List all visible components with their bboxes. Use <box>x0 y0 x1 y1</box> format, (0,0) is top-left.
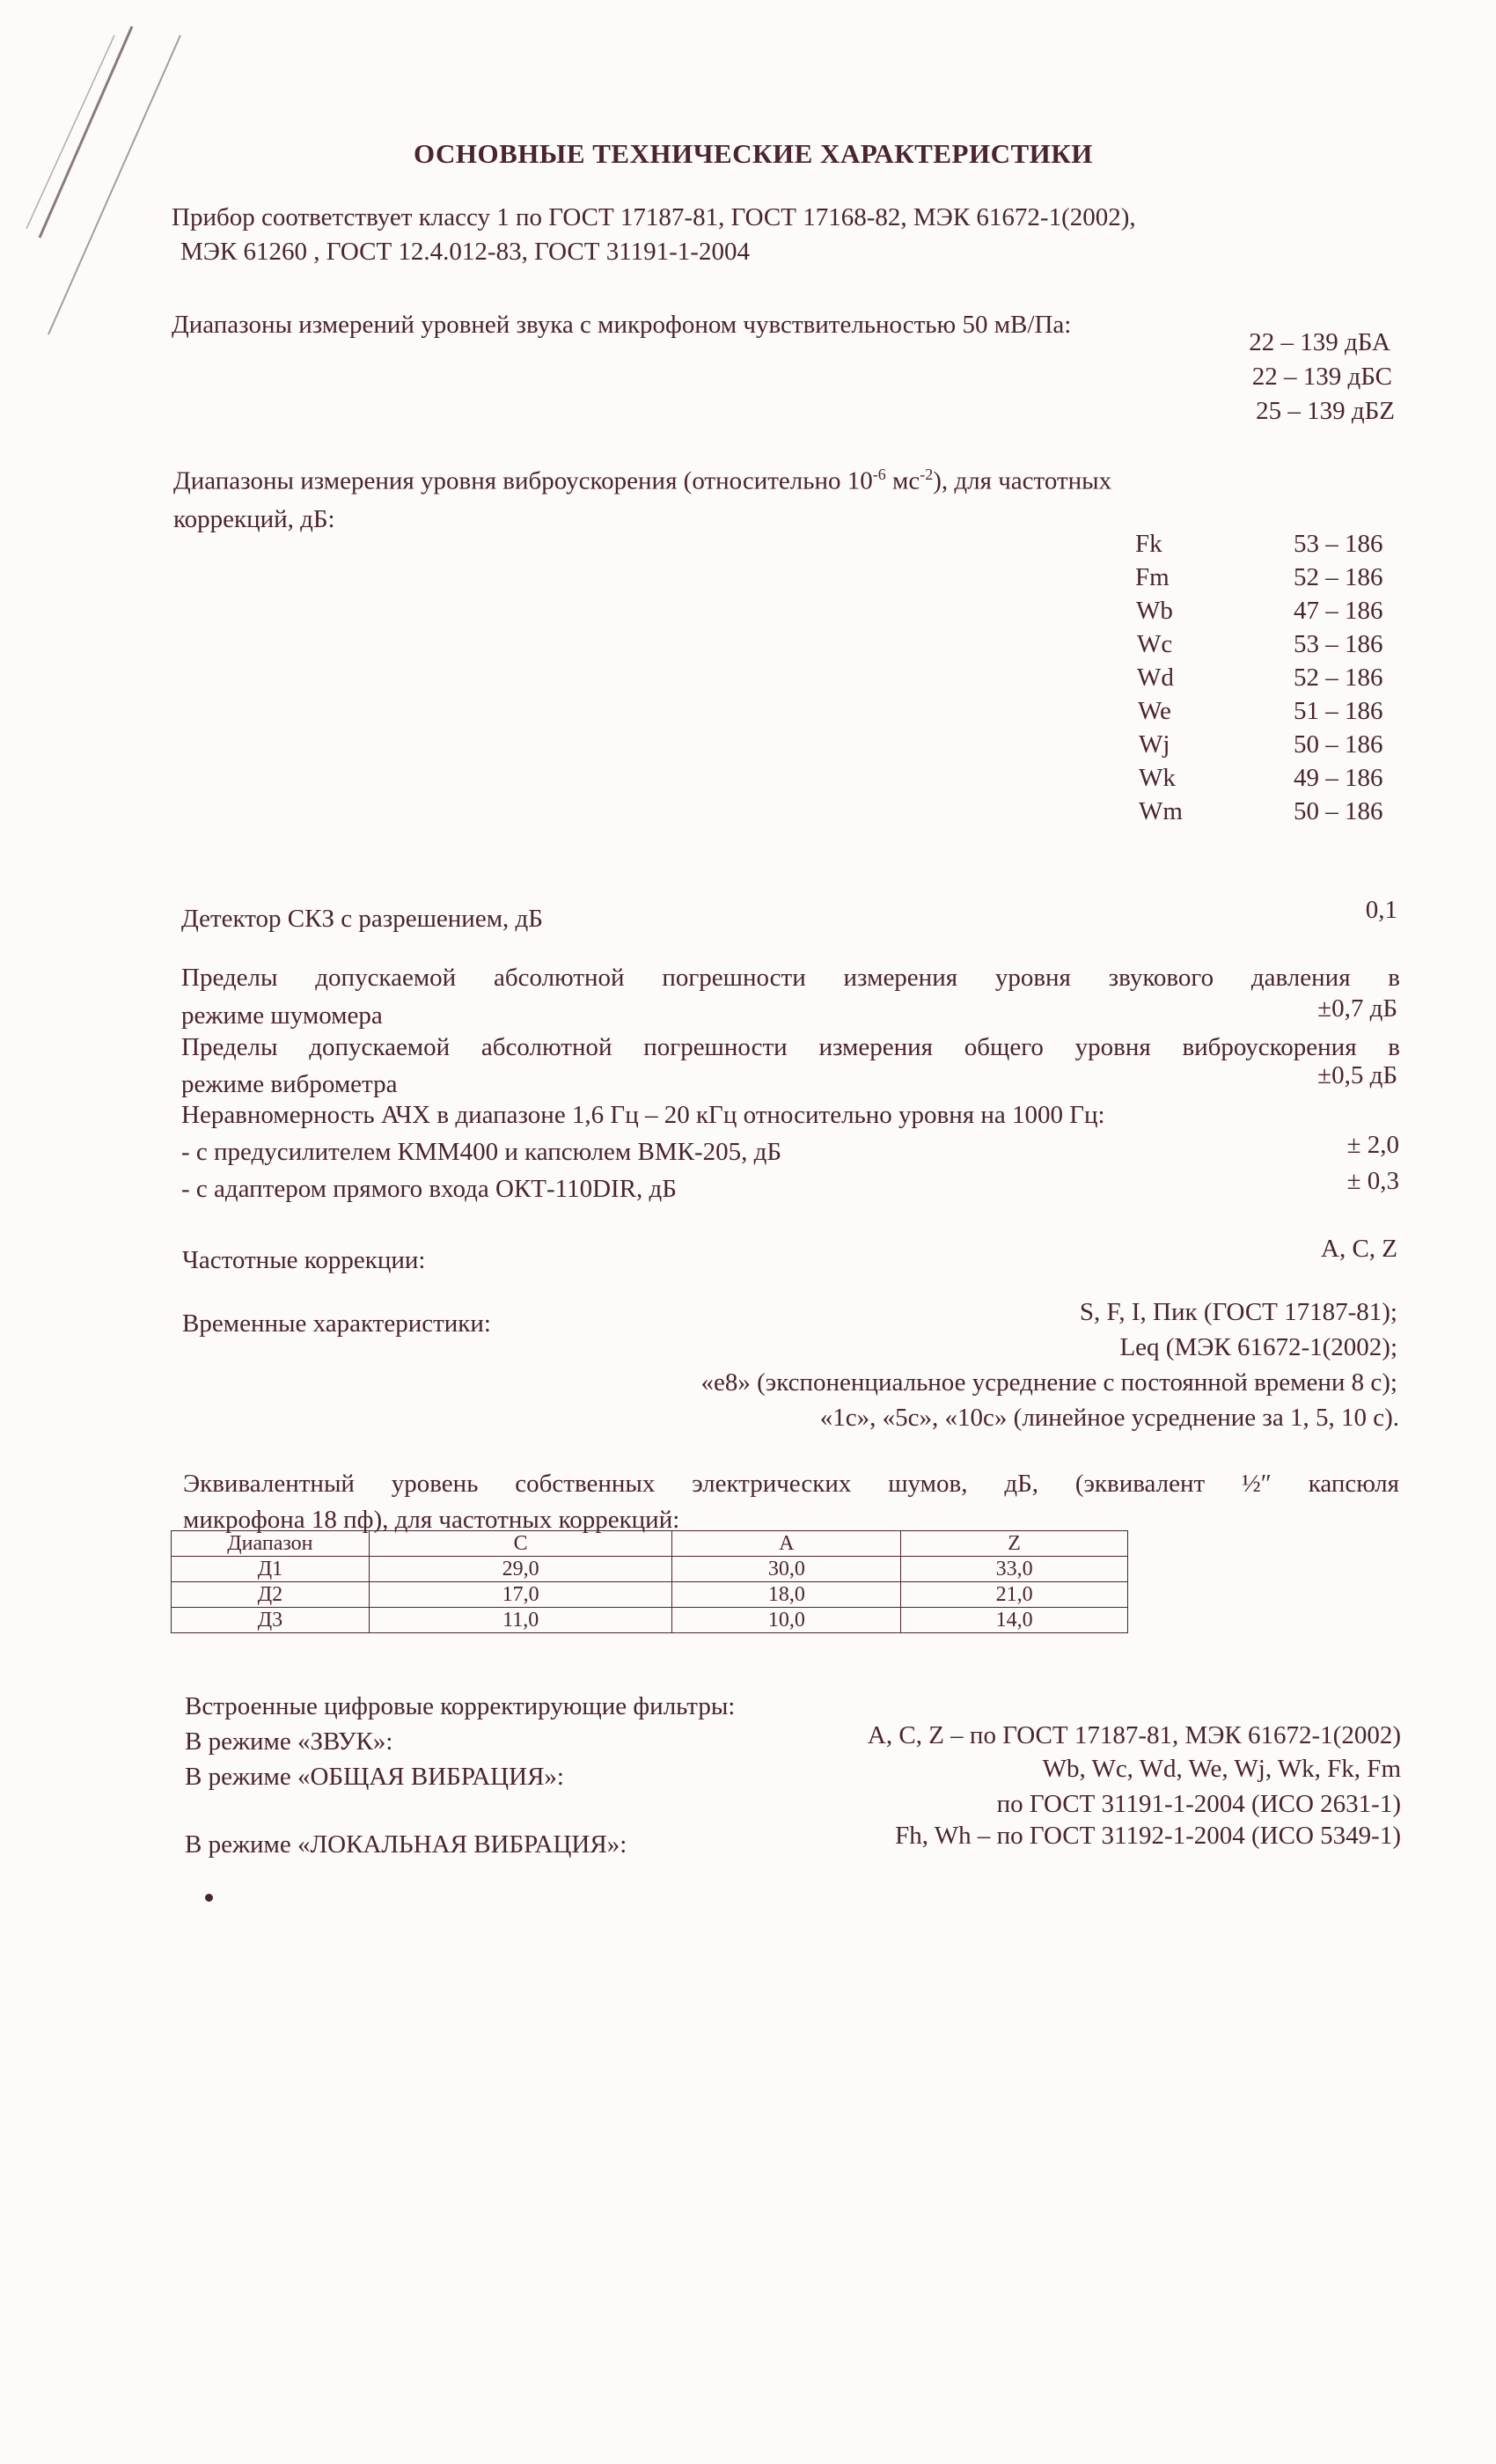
table-cell: 14,0 <box>901 1608 1128 1633</box>
table-header: Z <box>901 1531 1128 1557</box>
time-characteristics-label: Временные характеристики: <box>182 1309 491 1338</box>
sound-error-line-2: режиме шумомера <box>181 1001 383 1030</box>
sound-error-line-1: Пределы допускаемой абсолютной погрешности измерения уровня звукового давления в <box>181 964 1400 992</box>
sound-error-value: ±0,7 дБ <box>1317 994 1397 1023</box>
table-cell: 11,0 <box>369 1608 672 1633</box>
filters-general-standard: по ГОСТ 31191-1-2004 (ИСО 2631-1) <box>996 1790 1401 1818</box>
vibration-ranges-label: Диапазоны измерения уровня виброускорения (относительно $10^{-6}$ $мс^{-2}$), для частотных <box>173 466 1112 495</box>
filters-general-value: Wb, Wc, Wd, We, Wj, Wk, Fk, Fm <box>1042 1755 1401 1783</box>
filters-local-label: В режиме «ЛОКАЛЬНАЯ ВИБРАЦИЯ»: <box>185 1830 627 1859</box>
filters-general-label: В режиме «ОБЩАЯ ВИБРАЦИЯ»: <box>185 1763 564 1791</box>
vibration-error-line-1: Пределы допускаемой абсолютной погрешности измерения общего уровня виброускорения в <box>181 1033 1400 1061</box>
time-characteristic-line: «e8» (экспоненциальное усреднение с постоянной времени 8 с); <box>700 1368 1397 1397</box>
vibration-error-value: ±0,5 дБ <box>1317 1061 1397 1089</box>
vibration-correction-name: Wm <box>1139 797 1183 825</box>
rms-detector-label: Детектор СКЗ с разрешением, дБ <box>181 905 543 933</box>
table-cell: Д3 <box>172 1608 370 1633</box>
table-cell: 21,0 <box>901 1582 1128 1608</box>
frequency-response-item: - с адаптером прямого входа ОКТ-110DIR, дБ <box>181 1175 677 1203</box>
vibration-correction-name: Wc <box>1137 630 1173 658</box>
vibration-correction-range: 49 – 186 <box>1294 764 1383 792</box>
sound-range-dbz: 25 – 139 дБZ <box>1256 397 1395 425</box>
vibration-correction-name: Wk <box>1139 764 1176 792</box>
table-row <box>172 1582 1128 1608</box>
vibration-correction-name: Wj <box>1139 730 1170 759</box>
vibration-correction-range: 50 – 186 <box>1294 730 1383 759</box>
vibration-correction-name: Fk <box>1135 530 1162 558</box>
document-title: ОСНОВНЫЕ ТЕХНИЧЕСКИЕ ХАРАКТЕРИСТИКИ <box>414 138 1093 169</box>
vibration-correction-name: Wd <box>1137 664 1174 692</box>
table-cell: 18,0 <box>672 1582 901 1608</box>
rms-detector-value: 0,1 <box>1365 896 1397 924</box>
noise-line-2: микрофона 18 пф), для частотных коррекций: <box>183 1506 680 1534</box>
noise-table <box>171 1530 1128 1633</box>
vibration-correction-name: Fm <box>1135 563 1170 591</box>
ink-dot <box>205 1894 213 1902</box>
table-cell: 17,0 <box>369 1582 672 1608</box>
frequency-response-label: Неравномерность АЧХ в диапазоне 1,6 Гц – 20 кГц относительно уровня на 1000 Гц: <box>181 1101 1105 1129</box>
table-cell: 10,0 <box>672 1608 901 1633</box>
vibration-correction-name: We <box>1138 697 1171 725</box>
time-characteristic-line: Leq (МЭК 61672-1(2002); <box>1119 1333 1397 1361</box>
sound-range-dba: 22 – 139 дБА <box>1249 328 1390 356</box>
filters-heading: Встроенные цифровые корректирующие фильтры: <box>185 1692 736 1720</box>
standards-line-2: МЭК 61260 , ГОСТ 12.4.012-83, ГОСТ 31191-1-2004 <box>180 238 750 266</box>
table-header: A <box>672 1531 901 1557</box>
frequency-response-value: ± 2,0 <box>1346 1131 1399 1159</box>
vibration-correction-range: 47 – 186 <box>1294 597 1383 625</box>
vibration-correction-range: 53 – 186 <box>1294 530 1383 558</box>
time-characteristic-line: S, F, I, Пик (ГОСТ 17187-81); <box>1079 1298 1397 1326</box>
filters-sound-label: В режиме «ЗВУК»: <box>185 1727 393 1756</box>
table-cell: Д1 <box>172 1557 370 1582</box>
time-characteristic-line: «1с», «5с», «10с» (линейное усреднение за 1, 5, 10 с). <box>819 1404 1399 1432</box>
vibration-ranges-label-2: коррекций, дБ: <box>173 505 335 533</box>
table-cell: Д2 <box>172 1582 370 1608</box>
vibration-error-line-2: режиме виброметра <box>181 1070 398 1098</box>
frequency-response-item: - с предусилителем КММ400 и капсюлем ВМК-205, дБ <box>181 1138 782 1166</box>
noise-line-1: Эквивалентный уровень собственных электрических шумов, дБ, (эквивалент ½″ капсюля <box>183 1470 1399 1498</box>
table-row <box>172 1608 1128 1633</box>
frequency-corrections-label: Частотные коррекции: <box>182 1246 426 1274</box>
table-cell: 30,0 <box>672 1557 901 1582</box>
table-header: C <box>369 1531 672 1557</box>
vibration-correction-name: Wb <box>1136 597 1173 625</box>
filters-local-value: Fh, Wh – по ГОСТ 31192-1-2004 (ИСО 5349-1) <box>895 1822 1401 1850</box>
vibration-correction-range: 50 – 186 <box>1294 797 1383 825</box>
frequency-corrections-value: A, C, Z <box>1321 1235 1397 1263</box>
frequency-response-value: ± 0,3 <box>1346 1167 1399 1195</box>
table-header: Диапазон <box>172 1531 370 1557</box>
vibration-correction-range: 53 – 186 <box>1294 630 1383 658</box>
sound-ranges-label: Диапазоны измерений уровней звука с микрофоном чувствительностью 50 мВ/Па: <box>172 311 1072 339</box>
table-cell: 29,0 <box>369 1557 672 1582</box>
vibration-correction-range: 52 – 186 <box>1294 563 1383 591</box>
table-cell: 33,0 <box>901 1557 1128 1582</box>
vibration-correction-range: 51 – 186 <box>1294 697 1383 725</box>
table-header-row <box>172 1531 1128 1557</box>
sound-range-dbc: 22 – 139 дБС <box>1251 363 1392 391</box>
filters-sound-value: A, C, Z – по ГОСТ 17187-81, МЭК 61672-1(2002) <box>867 1721 1401 1749</box>
table-row <box>172 1557 1128 1582</box>
standards-line-1: Прибор соответствует классу 1 по ГОСТ 17187-81, ГОСТ 17168-82, МЭК 61672-1(2002), <box>172 203 1136 231</box>
vibration-correction-range: 52 – 186 <box>1294 664 1383 692</box>
